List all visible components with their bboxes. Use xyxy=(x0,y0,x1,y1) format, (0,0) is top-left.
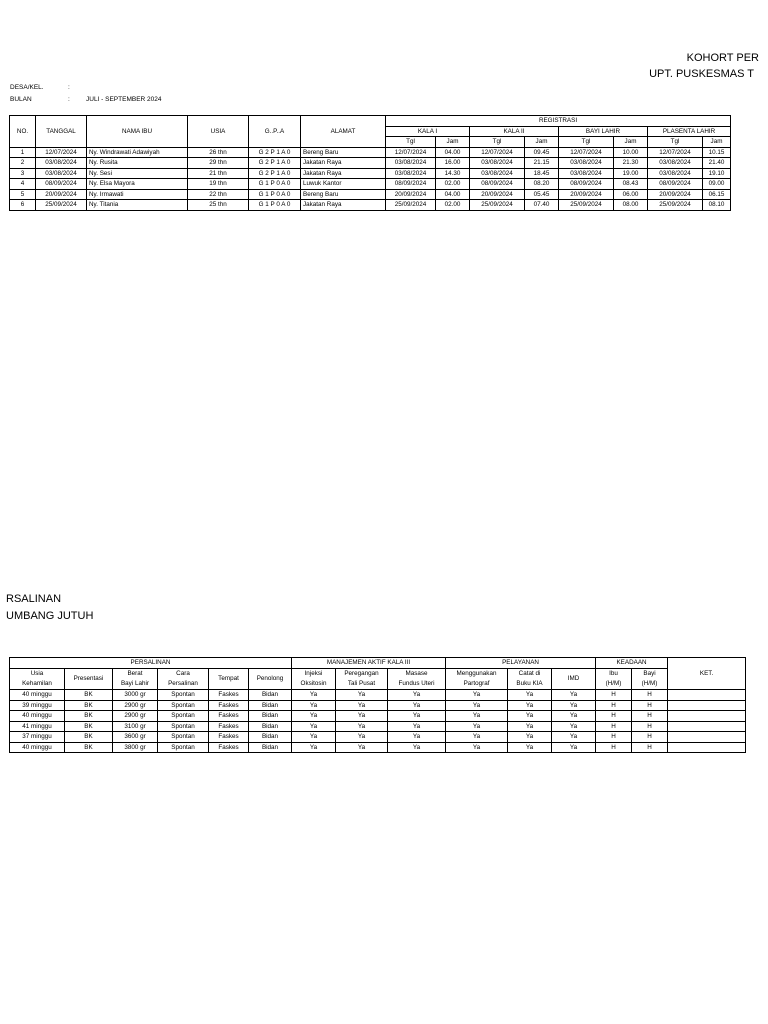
cell: Faskes xyxy=(209,690,249,701)
col-masase-line2: Fundus Uteri xyxy=(398,680,435,687)
cell: Ya xyxy=(552,690,596,701)
col-cara-line1: Cara xyxy=(176,670,190,677)
cell: 20/09/2024 xyxy=(36,189,87,200)
col-partograf-line1: Menggunakan xyxy=(456,670,497,677)
cell: 1 xyxy=(10,147,36,158)
cell: Ya xyxy=(508,711,552,722)
cell: 08/09/2024 xyxy=(386,179,436,190)
col-usia-kehamilan-line1: Usia xyxy=(30,670,44,677)
cell: BK xyxy=(65,732,113,743)
col-ket: KET. xyxy=(668,658,746,690)
col-catat-line1: Catat di xyxy=(518,670,541,677)
cell: 25/09/2024 xyxy=(648,200,703,211)
cell: 06.15 xyxy=(703,189,731,200)
cell: 03/08/2024 xyxy=(470,168,525,179)
table-row xyxy=(10,700,746,711)
cell: 08/09/2024 xyxy=(36,179,87,190)
cell: 12/07/2024 xyxy=(648,147,703,158)
cell: 10.00 xyxy=(614,147,648,158)
report-title: KOHORT PER xyxy=(686,52,759,64)
cell: 26 thn xyxy=(188,147,249,158)
cell xyxy=(668,700,746,711)
col-ibu-line1: Ibu xyxy=(609,670,618,677)
col-no: NO. xyxy=(10,116,36,148)
cell: Spontan xyxy=(158,742,209,753)
cell: Ya xyxy=(552,742,596,753)
col-peregangan-line1: Peregangan xyxy=(344,670,379,677)
cell: 3800 gr xyxy=(113,742,158,753)
continuation-title: RSALINAN xyxy=(6,593,62,605)
cell: Jakatan Raya xyxy=(301,158,386,169)
cell: Ya xyxy=(388,721,446,732)
cell: 41 minggu xyxy=(10,721,65,732)
cell: H xyxy=(596,690,632,701)
cell: Faskes xyxy=(209,742,249,753)
cell: 3100 gr xyxy=(113,721,158,732)
cell: Ny. Irmawati xyxy=(87,189,188,200)
col-presentasi: Presentasi xyxy=(65,669,113,690)
col-berat xyxy=(113,669,158,690)
cell: 19 thn xyxy=(188,179,249,190)
cell: 14.30 xyxy=(436,168,470,179)
cell: 25/09/2024 xyxy=(36,200,87,211)
cell: Bereng Baru xyxy=(301,147,386,158)
col-usia-kehamilan xyxy=(10,669,65,690)
cell: 21 thn xyxy=(188,168,249,179)
cell: 25/09/2024 xyxy=(386,200,436,211)
cell: Ya xyxy=(292,711,336,722)
cell: BK xyxy=(65,721,113,732)
cell: Ya xyxy=(552,732,596,743)
cell: Ya xyxy=(292,742,336,753)
col-berat-line2: Bayi Lahir xyxy=(120,680,149,687)
cell: Ya xyxy=(388,700,446,711)
col-cara-line2: Persalinan xyxy=(168,680,198,687)
col-alamat: ALAMAT xyxy=(301,116,386,148)
cell: 20/09/2024 xyxy=(648,189,703,200)
registration-table xyxy=(9,115,731,211)
cell: H xyxy=(596,732,632,743)
cell: 08.43 xyxy=(614,179,648,190)
col-imd: IMD xyxy=(552,669,596,690)
col-persalinan: PERSALINAN xyxy=(10,658,292,669)
col-keadaan: KEADAAN xyxy=(596,658,668,669)
cell: 40 minggu xyxy=(10,690,65,701)
cell: BK xyxy=(65,690,113,701)
cell: Bidan xyxy=(249,690,292,701)
col-partograf xyxy=(446,669,508,690)
cell: 2900 gr xyxy=(113,700,158,711)
cell: H xyxy=(632,690,668,701)
table-row xyxy=(10,742,746,753)
table-row xyxy=(10,690,746,701)
cell: 20/09/2024 xyxy=(470,189,525,200)
cell: H xyxy=(596,721,632,732)
cell: Ya xyxy=(508,700,552,711)
cell: 03/08/2024 xyxy=(470,158,525,169)
cell: 12/07/2024 xyxy=(559,147,614,158)
cell: 03/08/2024 xyxy=(386,168,436,179)
col-nama-ibu: NAMA IBU xyxy=(87,116,188,148)
cell: H xyxy=(632,700,668,711)
col-masase xyxy=(388,669,446,690)
col-catat xyxy=(508,669,552,690)
cell: Ya xyxy=(388,742,446,753)
cell: 25 thn xyxy=(188,200,249,211)
cell: Ya xyxy=(508,721,552,732)
cell: H xyxy=(632,742,668,753)
cell: 3000 gr xyxy=(113,690,158,701)
cell: G 2 P 1 A 0 xyxy=(249,147,301,158)
cell: Ya xyxy=(336,700,388,711)
cell: 08.20 xyxy=(525,179,559,190)
cell: G 1 P 0 A 0 xyxy=(249,189,301,200)
col-jam: Jam xyxy=(436,137,470,148)
table-row xyxy=(10,179,731,190)
cell: Ya xyxy=(446,700,508,711)
meta-desa xyxy=(10,84,86,91)
cell: Bidan xyxy=(249,742,292,753)
cell: 03/08/2024 xyxy=(648,168,703,179)
cell: Ya xyxy=(292,700,336,711)
col-injeksi-line1: Injeksi xyxy=(304,670,323,677)
cell: Ny. Elsa Mayora xyxy=(87,179,188,190)
cell: Ny. Rusita xyxy=(87,158,188,169)
cell: Ya xyxy=(552,721,596,732)
cell: 04.00 xyxy=(436,189,470,200)
cell: Bidan xyxy=(249,721,292,732)
col-bayi-line2: (H/M) xyxy=(641,680,658,687)
col-tgl: Tgl xyxy=(559,137,614,148)
cell: Bidan xyxy=(249,732,292,743)
cell: Ny. Windrawati Adawiyah xyxy=(87,147,188,158)
cell: 2900 gr xyxy=(113,711,158,722)
cell xyxy=(668,732,746,743)
continuation-subtitle: UMBANG JUTUH xyxy=(6,610,94,622)
cell: Ya xyxy=(336,721,388,732)
bulan-label: BULAN xyxy=(10,96,32,103)
table-row xyxy=(10,721,746,732)
col-penolong: Penolong xyxy=(249,669,292,690)
cell: 09.45 xyxy=(525,147,559,158)
table-row xyxy=(10,158,731,169)
meta-bulan xyxy=(10,96,162,103)
col-injeksi xyxy=(292,669,336,690)
cell: Luwuk Kantor xyxy=(301,179,386,190)
cell: Ya xyxy=(388,732,446,743)
report-subtitle: UPT. PUSKESMAS T xyxy=(649,68,754,80)
cell: 03/08/2024 xyxy=(559,158,614,169)
cell: 40 minggu xyxy=(10,742,65,753)
cell: G 2 P 1 A 0 xyxy=(249,158,301,169)
col-masase-line1: Masase xyxy=(405,670,428,677)
cell: Ya xyxy=(508,732,552,743)
table-row xyxy=(10,189,731,200)
desa-label: DESA/KEL. xyxy=(10,84,44,91)
col-bayi-lahir: BAYI LAHIR xyxy=(559,126,648,137)
desa-separator: : xyxy=(68,84,70,91)
col-manajemen: MANAJEMEN AKTIF KALA III xyxy=(292,658,446,669)
cell: 07.40 xyxy=(525,200,559,211)
cell: Bidan xyxy=(249,700,292,711)
cell: Ya xyxy=(388,711,446,722)
cell: BK xyxy=(65,742,113,753)
col-injeksi-line2: Oksitosin xyxy=(300,680,327,687)
cell: Faskes xyxy=(209,700,249,711)
col-tgl: Tgl xyxy=(386,137,436,148)
cell: 25/09/2024 xyxy=(559,200,614,211)
cell: Ya xyxy=(446,742,508,753)
table-row xyxy=(10,711,746,722)
cell: H xyxy=(632,732,668,743)
cell: Bereng Baru xyxy=(301,189,386,200)
col-tanggal: TANGGAL xyxy=(36,116,87,148)
cell: 22 thn xyxy=(188,189,249,200)
cell: H xyxy=(596,711,632,722)
cell: 20/09/2024 xyxy=(386,189,436,200)
cell: 09.00 xyxy=(703,179,731,190)
cell: 40 minggu xyxy=(10,711,65,722)
cell: Ya xyxy=(292,690,336,701)
cell: 19.00 xyxy=(614,168,648,179)
cell: Spontan xyxy=(158,690,209,701)
cell: Spontan xyxy=(158,711,209,722)
cell: 21.40 xyxy=(703,158,731,169)
cell: G 1 P 0 A 0 xyxy=(249,200,301,211)
cell: H xyxy=(632,711,668,722)
cell: 08/09/2024 xyxy=(648,179,703,190)
cell: Ya xyxy=(446,711,508,722)
cell: 37 minggu xyxy=(10,732,65,743)
cell: 05.45 xyxy=(525,189,559,200)
col-peregangan xyxy=(336,669,388,690)
cell: 03/08/2024 xyxy=(36,158,87,169)
bulan-value: JULI - SEPTEMBER 2024 xyxy=(86,96,162,103)
col-tgl: Tgl xyxy=(648,137,703,148)
col-catat-line2: Buku KIA xyxy=(516,680,543,687)
cell xyxy=(668,690,746,701)
cell: H xyxy=(596,700,632,711)
cell: 10.15 xyxy=(703,147,731,158)
col-bayi-line1: Bayi xyxy=(643,670,656,677)
cell: Ya xyxy=(336,711,388,722)
col-bayi xyxy=(632,669,668,690)
cell: 2 xyxy=(10,158,36,169)
cell: 3600 gr xyxy=(113,732,158,743)
cell xyxy=(668,742,746,753)
cell: 20/09/2024 xyxy=(559,189,614,200)
col-usia: USIA xyxy=(188,116,249,148)
cell: Ya xyxy=(292,721,336,732)
cell: Ya xyxy=(336,732,388,743)
col-kala2: KALA II xyxy=(470,126,559,137)
cell: 18.45 xyxy=(525,168,559,179)
cell: 19.10 xyxy=(703,168,731,179)
cell: 21.15 xyxy=(525,158,559,169)
cell: Ya xyxy=(388,690,446,701)
cell: 16.00 xyxy=(436,158,470,169)
cell: Ya xyxy=(292,732,336,743)
col-ibu xyxy=(596,669,632,690)
col-jam: Jam xyxy=(614,137,648,148)
cell: 21.30 xyxy=(614,158,648,169)
cell: 39 minggu xyxy=(10,700,65,711)
cell: 4 xyxy=(10,179,36,190)
cell: 6 xyxy=(10,200,36,211)
col-berat-line1: Berat xyxy=(127,670,143,677)
table-row xyxy=(10,168,731,179)
col-kala1: KALA I xyxy=(386,126,470,137)
cell: 25/09/2024 xyxy=(470,200,525,211)
cell: 08/09/2024 xyxy=(470,179,525,190)
cell: 3 xyxy=(10,168,36,179)
cell: 08.00 xyxy=(614,200,648,211)
cell: Faskes xyxy=(209,732,249,743)
col-tempat: Tempat xyxy=(209,669,249,690)
cell: Jakatan Raya xyxy=(301,200,386,211)
cell: 02.00 xyxy=(436,179,470,190)
cell: 12/07/2024 xyxy=(470,147,525,158)
col-jam: Jam xyxy=(703,137,731,148)
col-partograf-line2: Partograf xyxy=(463,680,490,687)
cell: Ya xyxy=(446,732,508,743)
cell: Ya xyxy=(336,742,388,753)
cell: G 1 P 0 A 0 xyxy=(249,179,301,190)
cell: 06.00 xyxy=(614,189,648,200)
cell: Ya xyxy=(446,690,508,701)
cell: H xyxy=(632,721,668,732)
table-row xyxy=(10,732,746,743)
col-registrasi: REGISTRASI xyxy=(386,116,731,127)
col-tgl: Tgl xyxy=(470,137,525,148)
col-cara xyxy=(158,669,209,690)
col-pelayanan: PELAYANAN xyxy=(446,658,596,669)
cell: Jakatan Raya xyxy=(301,168,386,179)
cell: 12/07/2024 xyxy=(36,147,87,158)
col-jam: Jam xyxy=(525,137,559,148)
cell: Ya xyxy=(552,711,596,722)
cell: BK xyxy=(65,711,113,722)
cell: Ny. Sesi xyxy=(87,168,188,179)
cell: Ya xyxy=(508,690,552,701)
cell: 03/08/2024 xyxy=(36,168,87,179)
cell: 12/07/2024 xyxy=(386,147,436,158)
cell: 04.00 xyxy=(436,147,470,158)
col-plasenta-lahir: PLASENTA LAHIR xyxy=(648,126,731,137)
cell: 08.10 xyxy=(703,200,731,211)
cell xyxy=(668,711,746,722)
cell: 02.00 xyxy=(436,200,470,211)
cell: 5 xyxy=(10,189,36,200)
cell: Spontan xyxy=(158,721,209,732)
cell: Ya xyxy=(446,721,508,732)
cell: Faskes xyxy=(209,721,249,732)
cell: Ya xyxy=(508,742,552,753)
cell: H xyxy=(596,742,632,753)
cell: G 2 P 1 A 0 xyxy=(249,168,301,179)
bulan-separator: : xyxy=(68,96,70,103)
col-peregangan-line2: Tali Pusat xyxy=(347,680,376,687)
cell: 03/08/2024 xyxy=(648,158,703,169)
table-row xyxy=(10,200,731,211)
col-gpa: G..P..A xyxy=(249,116,301,148)
cell: 03/08/2024 xyxy=(386,158,436,169)
col-ibu-line2: (H/M) xyxy=(605,680,622,687)
col-usia-kehamilan-line2: Kehamilan xyxy=(22,680,52,687)
cell: BK xyxy=(65,700,113,711)
table-row xyxy=(10,147,731,158)
cell: Faskes xyxy=(209,711,249,722)
cell: 29 thn xyxy=(188,158,249,169)
cell: 03/08/2024 xyxy=(559,168,614,179)
cell: Spontan xyxy=(158,732,209,743)
delivery-table xyxy=(9,657,746,753)
cell: Spontan xyxy=(158,700,209,711)
cell: Bidan xyxy=(249,711,292,722)
cell: 08/09/2024 xyxy=(559,179,614,190)
cell xyxy=(668,721,746,732)
cell: Ya xyxy=(336,690,388,701)
cell: Ya xyxy=(552,700,596,711)
cell: Ny. Titania xyxy=(87,200,188,211)
